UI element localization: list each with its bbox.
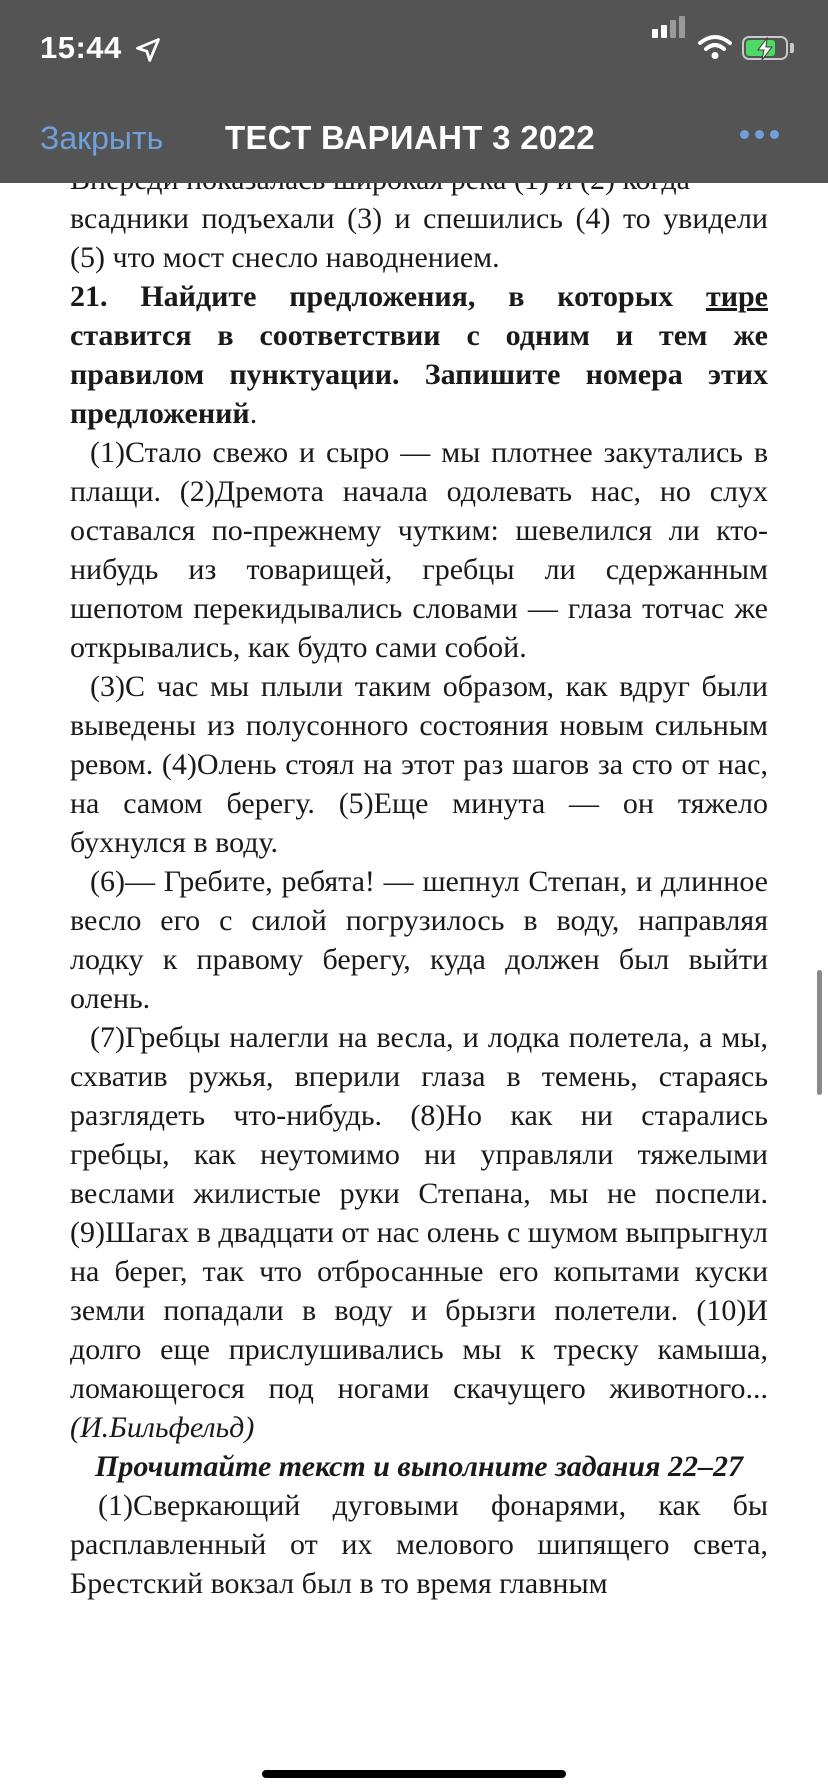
page-title: ТЕСТ ВАРИАНТ 3 2022 bbox=[225, 119, 595, 156]
author-credit: (И.Бильфельд) bbox=[70, 1411, 255, 1444]
document-body bbox=[70, 160, 768, 1603]
top-bar bbox=[0, 0, 828, 183]
battery-cap bbox=[790, 43, 794, 53]
ellipsis-icon[interactable] bbox=[740, 130, 779, 139]
text-paragraph: (1)Стало свежо и сыро — мы плотнее закутались в плащи. (2)Дремота начала одолевать нас, но слух оставался по-прежнему чутким: шевелился ли кто-нибудь из товарищей, гребцы ли сдержанным шепотом перекидывались словами — глаза тотчас же открывались, как будто сами собой. bbox=[70, 436, 768, 664]
text-paragraph: (6)— Гребите, ребята! — шепнул Степан, и длинное весло его с силой погрузилось в воду, направляя лодку к правому берегу, куда должен был выйти олень. bbox=[70, 865, 768, 1015]
text-paragraph: (3)С час мы плыли таким образом, как вдруг были выведены из полусонного состояния новым сильным ревом. (4)Олень стоял на этот раз шагов за сто от нас, на самом берегу. (5)Еще минута — он тяжело бухнулся в воду. bbox=[70, 670, 768, 859]
task-21-end: . bbox=[249, 397, 258, 430]
wifi-icon bbox=[698, 34, 732, 60]
prev-task-text-cont: всадники подъехали (3) и спешились (4) то увидели (5) что мост снесло наводнением. bbox=[70, 202, 768, 274]
text-paragraph: (1)Сверкающий дуговыми фонарями, как бы расплавленный от их мелового шипящего света, Брестский вокзал был в то время главным bbox=[70, 1489, 768, 1600]
location-arrow-icon bbox=[134, 36, 162, 64]
section-heading: Прочитайте текст и выполните задания 22–27 bbox=[95, 1450, 743, 1483]
home-indicator[interactable] bbox=[262, 1770, 566, 1778]
text-paragraph-body: (7)Гребцы налегли на весла, и лодка полетела, а мы, схватив ружья, вперили глаза в темень, стараясь разглядеть что-нибудь. (8)Но как ни старались гребцы, как неутомимо ни управляли тяжелыми веслами жилистые руки Степана, мы не поспели. (9)Шагах в двадцати от нас олень с шумом выпрыгнул на берег, так что отбросанные его копытами куски земли попадали в воду и брызги полетели. (10)И долго еще прислушивались мы к треску камыша, ломающегося под ногами скачущего животного... bbox=[70, 1021, 768, 1405]
task-21-rest: ставится в соответствии с одним и тем же правилом пунктуации. Запишите номера этих предложений bbox=[70, 319, 768, 430]
task-21-lead: 21. Найдите предложения, в которых bbox=[70, 280, 706, 313]
close-button[interactable]: Закрыть bbox=[40, 120, 164, 156]
task-21-underlined: тире bbox=[705, 280, 768, 313]
charging-bolt-icon bbox=[754, 37, 776, 61]
scroll-indicator[interactable] bbox=[817, 970, 822, 1095]
text-paragraph bbox=[70, 1018, 768, 1447]
status-time: 15:44 bbox=[40, 30, 122, 65]
task-21-prompt bbox=[70, 277, 768, 433]
